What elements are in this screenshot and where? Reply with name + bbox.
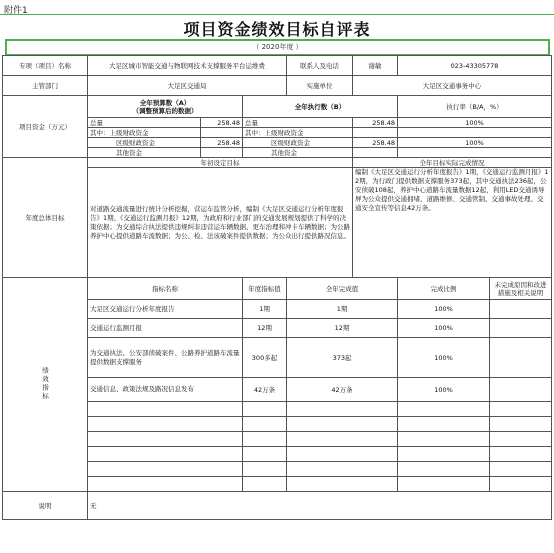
empty-cell[interactable]: [287, 402, 398, 417]
contact-phone[interactable]: 023-43305778: [398, 56, 552, 76]
fund-a-value[interactable]: 258.48: [201, 118, 243, 128]
empty-cell[interactable]: [490, 402, 552, 417]
empty-cell[interactable]: [398, 447, 490, 462]
perf-header-name: 指标名称: [88, 278, 243, 300]
empty-cell[interactable]: [243, 417, 287, 432]
empty-cell[interactable]: [243, 477, 287, 492]
empty-cell[interactable]: [243, 462, 287, 477]
empty-cell[interactable]: [88, 477, 243, 492]
fund-b-label: 总量: [243, 118, 353, 128]
fund-b-value[interactable]: 258.48: [353, 118, 398, 128]
empty-cell[interactable]: [490, 432, 552, 447]
empty-cell[interactable]: [398, 432, 490, 447]
rate-header: 执行率（B/A，%）: [398, 96, 552, 118]
empty-cell[interactable]: [243, 402, 287, 417]
perf-actual[interactable]: 373起: [287, 338, 398, 378]
perf-ratio[interactable]: 100%: [398, 319, 490, 338]
fund-rate[interactable]: [398, 148, 552, 158]
perf-ratio[interactable]: 100%: [398, 378, 490, 402]
perf-actual[interactable]: 42万条: [287, 378, 398, 402]
empty-cell[interactable]: [287, 462, 398, 477]
project-name-label: 专项（项目）名称: [3, 56, 88, 76]
perf-header-target: 年度指标值: [243, 278, 287, 300]
note-value[interactable]: 无: [88, 492, 552, 520]
empty-cell[interactable]: [398, 417, 490, 432]
fund-a-value[interactable]: [201, 128, 243, 138]
note-label: 说明: [3, 492, 88, 520]
sheet-tab-label: 附件1: [4, 6, 28, 16]
perf-header-reason: 未完成原因和改进措施及相关说明: [490, 278, 552, 300]
perf-ratio[interactable]: 100%: [398, 300, 490, 319]
project-name-value[interactable]: 大足区城市智能交通与物联网技术支撑服务平台运维费: [88, 56, 287, 76]
fund-a-label: 区级财政资金: [88, 138, 201, 148]
perf-name[interactable]: 为交通执法、公安部侦破案件、公路养护道路车流量提供数据支撑服务: [88, 338, 243, 378]
fund-rate[interactable]: 100%: [398, 118, 552, 128]
perf-reason[interactable]: [490, 338, 552, 378]
empty-cell[interactable]: [398, 402, 490, 417]
perf-target[interactable]: 1期: [243, 300, 287, 319]
exec-header: 全年执行数（B）: [243, 96, 398, 118]
dept-value[interactable]: 大足区交通局: [88, 76, 287, 96]
empty-cell[interactable]: [490, 462, 552, 477]
fund-b-label: 其他资金: [243, 148, 353, 158]
empty-cell[interactable]: [398, 477, 490, 492]
plan-header: 年初设定目标: [88, 158, 353, 168]
fund-a-label: 其中：上级财政资金: [88, 128, 201, 138]
dept-label: 主管部门: [3, 76, 88, 96]
perf-label: 绩效指标: [41, 366, 49, 401]
fund-a-label: 总量: [88, 118, 201, 128]
fund-b-value[interactable]: 258.48: [353, 138, 398, 148]
fund-b-value[interactable]: [353, 128, 398, 138]
year-cell[interactable]: （ 2020年度 ）: [5, 39, 550, 56]
empty-cell[interactable]: [287, 447, 398, 462]
perf-header-ratio: 完成比例: [398, 278, 490, 300]
perf-name[interactable]: 交通信息、政策法规及路况信息发布: [88, 378, 243, 402]
perf-target[interactable]: 300多起: [243, 338, 287, 378]
perf-label-cell: [3, 278, 88, 492]
perf-ratio[interactable]: 100%: [398, 338, 490, 378]
goals-label: 年度总体目标: [3, 158, 88, 278]
empty-cell[interactable]: [287, 477, 398, 492]
done-header: 全年目标实际完成情况: [353, 158, 552, 168]
empty-cell[interactable]: [490, 417, 552, 432]
empty-cell[interactable]: [243, 447, 287, 462]
fund-a-label: 其他资金: [88, 148, 201, 158]
perf-actual[interactable]: 1期: [287, 300, 398, 319]
empty-cell[interactable]: [88, 402, 243, 417]
fund-a-value[interactable]: [201, 148, 243, 158]
empty-cell[interactable]: [398, 462, 490, 477]
perf-actual[interactable]: 12期: [287, 319, 398, 338]
perf-name[interactable]: 大足区交通运行分析年度报告: [88, 300, 243, 319]
contact-label: 联系人及电话: [287, 56, 353, 76]
empty-cell[interactable]: [88, 417, 243, 432]
plan-text[interactable]: 对道路交通流量进行统计分析挖掘，营运车监管分析，编制《大足区交通运行分析年度报告》1期、《交通运行监测月报》12期，为政府和行业部门的交通发展规划提供了科学的决策依据；为交通综合执法提供违规纠非违营运车辆数据、更车治理和冲卡车辆数据；为公路养护中心提供道路车流数据；为公、检、法该破案件提供数据；为公众出行提供路况信息。: [88, 168, 353, 278]
done-text[interactable]: 编制《大足区交通运行分析年度报告》1期，《交通运行监测月报》12期，为行政门提供数据支撑服务373起，其中交通执法236起，公安侦破108起，养护中心道路车流量数据12起，利用LED交通诱导屏为公众提供交通拥堵、道路维修、交通管制、交通事故处理、交通安全宣传等信息42万条。: [353, 168, 552, 278]
empty-cell[interactable]: [287, 417, 398, 432]
impl-label: 实施单位: [287, 76, 353, 96]
perf-target[interactable]: 42万条: [243, 378, 287, 402]
selection-line: [0, 14, 554, 15]
perf-target[interactable]: 12期: [243, 319, 287, 338]
empty-cell[interactable]: [88, 447, 243, 462]
perf-name[interactable]: 交通运行监测月报: [88, 319, 243, 338]
perf-reason[interactable]: [490, 300, 552, 319]
fund-b-value[interactable]: [353, 148, 398, 158]
empty-cell[interactable]: [243, 432, 287, 447]
page-title: 项目资金绩效目标自评表: [183, 20, 371, 39]
fund-b-label: 区级财政资金: [243, 138, 353, 148]
perf-header-actual: 全年完成值: [287, 278, 398, 300]
evaluation-table: [2, 55, 552, 520]
fund-a-value[interactable]: 258.48: [201, 138, 243, 148]
empty-cell[interactable]: [490, 447, 552, 462]
fund-rate[interactable]: [398, 128, 552, 138]
empty-cell[interactable]: [490, 477, 552, 492]
fund-rate[interactable]: 100%: [398, 138, 552, 148]
empty-cell[interactable]: [88, 462, 243, 477]
budget-header: 全年预算数（A） （调整预算后的数据）: [88, 96, 243, 118]
contact-name[interactable]: 谢敏: [353, 56, 398, 76]
empty-cell[interactable]: [287, 432, 398, 447]
perf-reason[interactable]: [490, 319, 552, 338]
impl-value[interactable]: 大足区交通事务中心: [353, 76, 552, 96]
funds-label: 项目资金（万元）: [3, 96, 88, 158]
empty-cell[interactable]: [88, 432, 243, 447]
perf-reason[interactable]: [490, 378, 552, 402]
fund-b-label: 其中：上级财政资金: [243, 128, 353, 138]
